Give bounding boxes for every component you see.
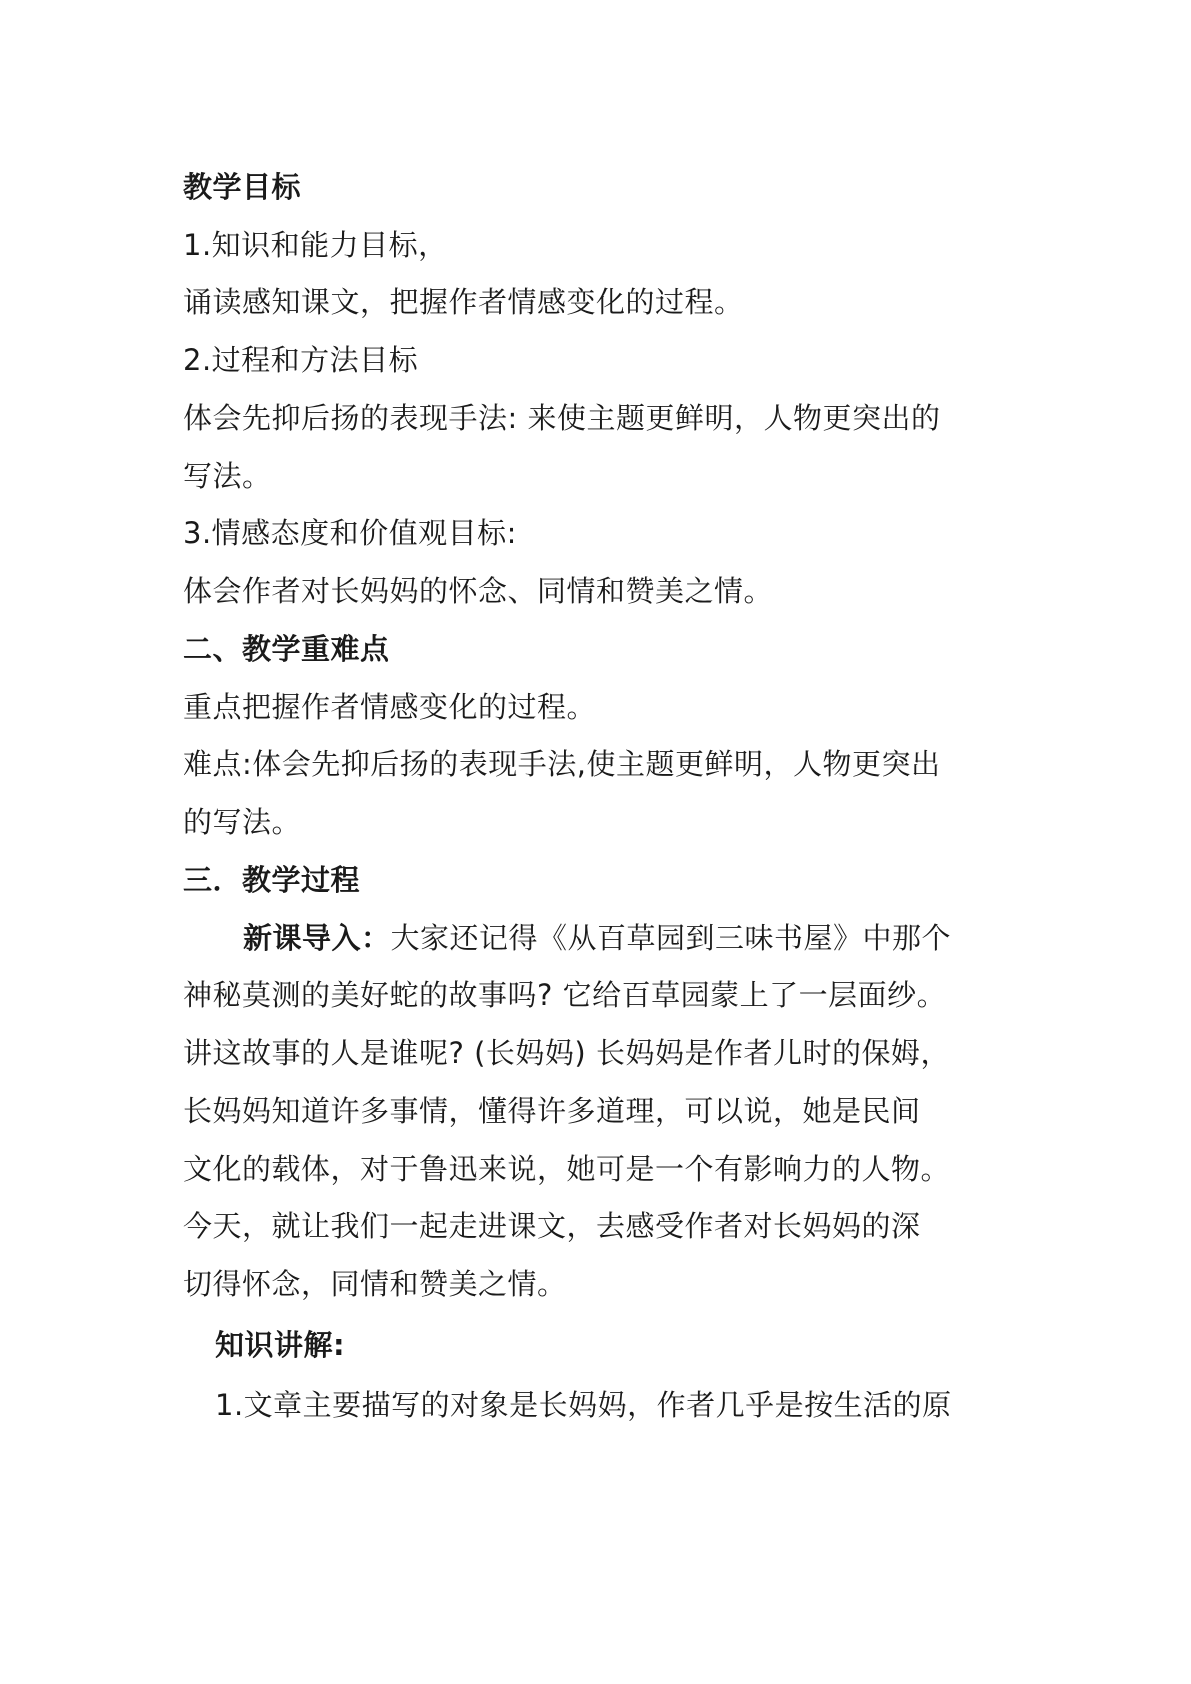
intro-paragraph-line-6: 今天，就让我们一起走进课文，去感受作者对长妈妈的深	[183, 1209, 921, 1243]
heading-key-difficult-points: 二、教学重难点	[183, 632, 390, 666]
difficult-point-line-1: 难点:体会先抑后扬的表现手法,使主题更鲜明，人物更突出	[183, 747, 941, 781]
intro-label: 新课导入：	[243, 921, 391, 955]
goal-3-body: 体会作者对长妈妈的怀念、同情和赞美之情。	[183, 574, 774, 608]
knowledge-point-1: 1.文章主要描写的对象是长妈妈，作者几乎是按生活的原	[215, 1388, 952, 1422]
heading-teaching-process: 三．教学过程	[183, 863, 361, 897]
key-point-text: 重点把握作者情感变化的过程。	[183, 690, 597, 724]
intro-text: 大家还记得《从百草园到三味书屋》中那个	[390, 921, 952, 955]
goal-2-title: 2.过程和方法目标	[183, 343, 419, 377]
intro-paragraph-line-1	[243, 918, 951, 958]
goal-2-body-line-1: 体会先抑后扬的表现手法: 来使主题更鲜明，人物更突出的	[183, 401, 941, 435]
goal-1-body: 诵读感知课文，把握作者情感变化的过程。	[183, 285, 744, 319]
difficult-point-line-2: 的写法。	[183, 805, 302, 839]
intro-paragraph-line-5: 文化的载体，对于鲁迅来说，她可是一个有影响力的人物。	[183, 1152, 951, 1186]
heading-knowledge-explanation: 知识讲解:	[215, 1328, 346, 1362]
heading-teaching-goals: 教学目标	[183, 170, 302, 204]
goal-2-body-line-2: 写法。	[183, 459, 272, 493]
goal-1-title: 1.知识和能力目标，	[183, 228, 448, 262]
intro-paragraph-line-4: 长妈妈知道许多事情，懂得许多道理，可以说，她是民间	[183, 1094, 921, 1128]
intro-paragraph-line-3: 讲这故事的人是谁呢? (长妈妈) 长妈妈是作者儿时的保姆，	[183, 1036, 950, 1070]
intro-paragraph-line-2: 神秘莫测的美好蛇的故事吗? 它给百草园蒙上了一层面纱。	[183, 978, 947, 1012]
intro-paragraph-line-7: 切得怀念，同情和赞美之情。	[183, 1267, 567, 1301]
goal-3-title: 3.情感态度和价值观目标:	[183, 516, 517, 550]
